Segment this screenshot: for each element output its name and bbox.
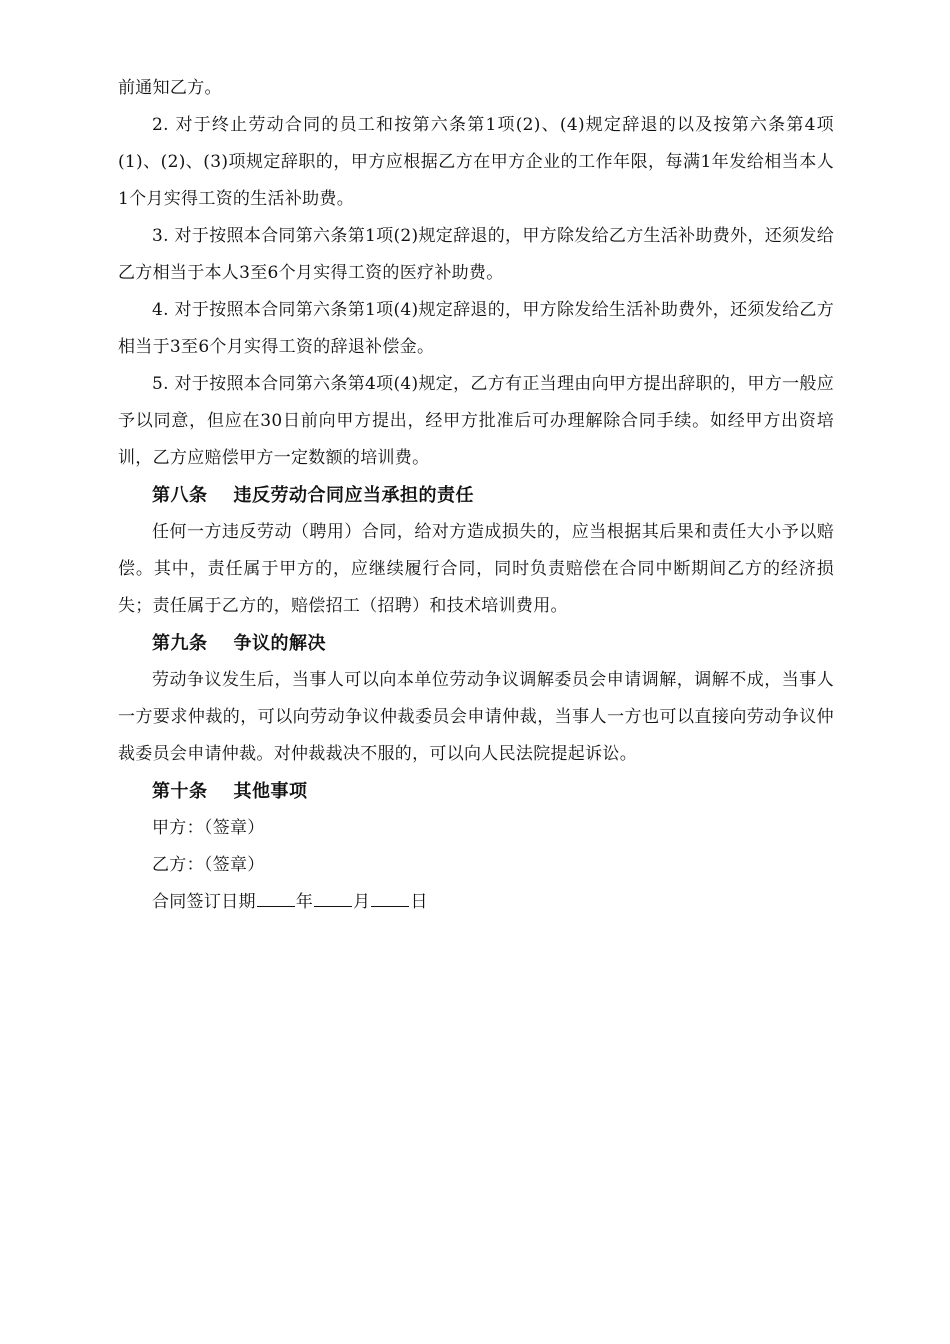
signing-date-label: 合同签订日期	[152, 892, 256, 912]
year-blank	[257, 905, 295, 907]
day-blank	[371, 905, 409, 907]
month-blank	[314, 905, 352, 907]
article-8-number: 第八条	[152, 485, 208, 506]
article-9-body: 劳动争议发生后，当事人可以向本单位劳动争议调解委员会申请调解，调解不成，当事人一方要求仲裁的，可以向劳动争议仲裁委员会申请仲裁，当事人一方也可以直接向劳动争议仲裁委员会申请仲裁。对仲裁裁决不服的，可以向人民法院提起诉讼。	[118, 670, 834, 764]
article-10-number: 第十条	[152, 781, 208, 802]
article-9-heading	[118, 625, 834, 662]
clause-7-2: 2. 对于终止劳动合同的员工和按第六条第1项(2)、(4)规定辞退的以及按第六条第4项(1)、(2)、(3)项规定辞职的，甲方应根据乙方在甲方企业的工作年限，每满1年发给相当本人1个月实得工资的生活补助费。	[118, 115, 834, 209]
party-a-signature: 甲方：（签章）	[152, 818, 265, 838]
article-10-title: 其他事项	[233, 781, 308, 802]
clause-7-3: 3. 对于按照本合同第六条第1项(2)规定辞退的，甲方除发给乙方生活补助费外，还须发给乙方相当于本人3至6个月实得工资的医疗补助费。	[118, 226, 834, 283]
article-8-heading	[118, 477, 834, 514]
clause-7-5: 5. 对于按照本合同第六条第4项(4)规定，乙方有正当理由向甲方提出辞职的，甲方一般应予以同意，但应在30日前向甲方提出，经甲方批准后可办理解除合同手续。如经甲方出资培训，乙方应赔偿甲方一定数额的培训费。	[118, 374, 834, 468]
article-8-title: 违反劳动合同应当承担的责任	[233, 485, 474, 506]
month-label: 月	[353, 892, 371, 912]
article-9-title: 争议的解决	[233, 633, 326, 654]
clause-7-4: 4. 对于按照本合同第六条第1项(4)规定辞退的，甲方除发给生活补助费外，还须发给乙方相当于3至6个月实得工资的辞退补偿金。	[118, 300, 834, 357]
year-label: 年	[295, 892, 314, 912]
signing-date-line	[118, 884, 834, 921]
article-8-body: 任何一方违反劳动（聘用）合同，给对方造成损失的，应当根据其后果和责任大小予以赔偿。其中，责任属于甲方的，应继续履行合同，同时负责赔偿在合同中断期间乙方的经济损失；责任属于乙方的，赔偿招工（招聘）和技术培训费用。	[118, 522, 834, 616]
day-label: 日	[410, 892, 428, 912]
continuation-text: 前通知乙方。	[118, 78, 222, 98]
contract-text	[118, 70, 834, 921]
party-b-signature: 乙方：（签章）	[152, 855, 265, 875]
article-9-number: 第九条	[152, 633, 208, 654]
article-10-heading	[118, 773, 834, 810]
